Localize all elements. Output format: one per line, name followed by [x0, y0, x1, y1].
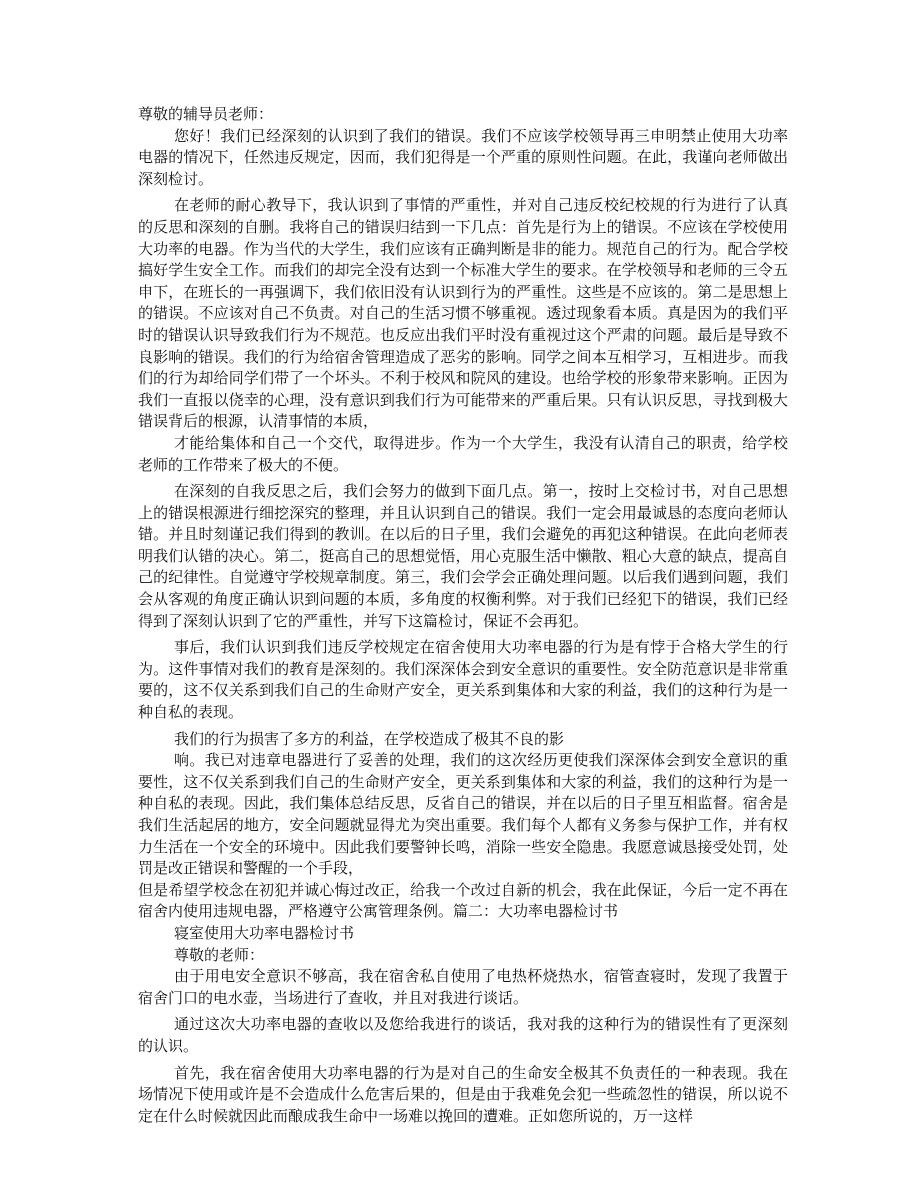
document-body	[138, 104, 788, 1127]
paragraph: 我们的行为损害了多方的利益，在学校造成了极其不良的影	[174, 729, 565, 748]
paragraph: 在老师的耐心教导下，我认识到了事情的严重性，并对自己违反校纪校规的行为进行了认真的反思和深刻的自删。我将自己的错误归结到一下几点：首先是行为上的错误。不应该在学校使用大功率的电器。作为当代的大学生，我们应该有正确判断是非的能力。规范自己的行为。配合学校搞好学生安全工作。而我们的却完全没有达到一个标准大学生的要求。在学校领导和老师的三令五申下，在班长的一再强调下，我们依旧没有认识到行为的严重性。这些是不应该的。第二是思想上的错误。不应该对自己不负责。对自己的生活习惯不够重视。透过现象看本质。真是因为的我们平时的错误认识导致我们行为不规范。也反应出我们平时没有重视过这个严肃的问题。最后是导致不良影响的错误。我们的行为给宿舍管理造成了恶劣的影响。同学之间本互相学习，互相进步。而我们的行为却给同学们带了一个坏头。不利于校风和院风的建设。也给学校的形象带来影响。正因为我们一直报以侥幸的心理，没有意识到我们行为可能带来的严重后果。只有认识反思，寻找到极大错误背后的根源，认清事情的本质，	[138, 196, 788, 431]
paragraph: 首先，我在宿舍使用大功率电器的行为是对自己的生命安全极其不负责任的一种表现。我在场情况下使用或许是不会造成什么危害后果的，但是由于我难免会犯一些疏忽性的错误，所以说不定在什么时候就因此而酿成我生命中一场难以挽回的遭难。正如您所说的，万一这样	[138, 1063, 788, 1125]
section-title: 寝室使用大功率电器检讨书	[174, 923, 355, 942]
paragraph: 您好！我们已经深刻的认识到了我们的错误。我们不应该学校领导再三申明禁止使用大功率电器的情况下，任然违反规定，因而，我们犯得是一个严重的原则性问题。在此，我谨向老师做出深刻检讨。	[138, 126, 788, 188]
salutation: 尊敬的老师：	[174, 945, 265, 964]
salutation: 尊敬的辅导员老师：	[138, 105, 274, 123]
paragraph: 才能给集体和自己一个交代，取得进步。作为一个大学生，我没有认清自己的职责，给学校老师的工作带来了极大的不便。	[138, 433, 788, 474]
paragraph: 但是希望学校念在初犯并诚心悔过改正，给我一个改过自新的机会，我在此保证，今后一定不再在宿舍内使用违规电器，严格遵守公寓管理条例。篇二：大功率电器检讨书	[138, 880, 788, 921]
paragraph: 在深刻的自我反思之后，我们会努力的做到下面几点。第一，按时上交检讨书，对自己思想上的错误根源进行细挖深究的整理，并且认识到自己的错误。我们一定会用最诚恳的态度向老师认错。并且时刻谨记我们得到的教训。在以后的日子里，我们会避免的再犯这种错误。在此向老师表明我们认错的决心。第二，挺高自己的思想觉悟，用心克服生活中懒散、粗心大意的缺点，提高自己的纪律性。自觉遵守学校规章制度。第三，我们会学会正确处理问题。以后我们遇到问题，我们会从客观的角度正确认识到问题的本质，多角度的权衡利弊。对于我们已经犯下的错误，我们已经得到了深刻认识到了它的严重性，并写下这篇检讨，保证不会再犯。	[138, 482, 788, 630]
paragraph: 响。我已对违章电器进行了妥善的处理，我们的这次经历更使我们深深体会到安全意识的重要性，这不仅关系到我们自己的生命财产安全，更关系到集体和大家的利益，我们的这种行为是一种自私的表现。因此，我们集体总结反思，反省自己的错误，并在以后的日子里互相监督。宿舍是我们生活起居的地方，安全问题就显得尤为突出重要。我们每个人都有义务参与保护工作，并有权力生活在一个安全的环境中。因此我们要警钟长鸣，消除一些安全隐患。我愿意诚恳接受处罚，处罚是改正错误和警醒的一个手段，	[138, 751, 788, 878]
paragraph: 事后，我们认识到我们违反学校规定在宿舍使用大功率电器的行为是有悖于合格大学生的行为。这件事情对我们的教育是深刻的。我们深深体会到安全意识的重要性。安全防范意识是非常重要的，这不仅关系到我们自己的生命财产安全，更关系到集体和大家的利益，我们的这种行为是一种自私的表现。	[138, 638, 788, 722]
paragraph: 由于用电安全意识不够高，我在宿舍私自使用了电热杯烧热水，宿管查寝时，发现了我置于宿舍门口的电水壶，当场进行了查收，并且对我进行谈话。	[138, 967, 788, 1007]
paragraph: 通过这次大功率电器的查收以及您给我进行的谈话，我对我的这种行为的错误性有了更深刻的认识。	[138, 1015, 788, 1055]
